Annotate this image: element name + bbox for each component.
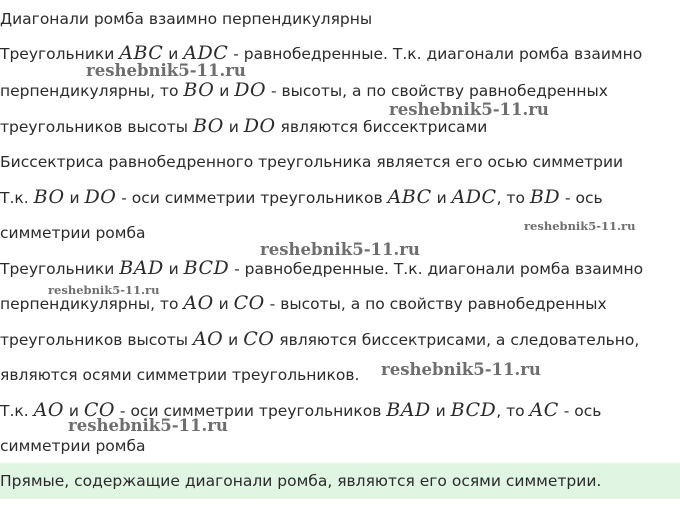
text-fragment: и bbox=[214, 82, 235, 100]
solution-line bbox=[0, 151, 623, 173]
math-expression: DO bbox=[243, 115, 276, 137]
text-fragment: - высоты, а по свойству равнобедренных bbox=[264, 295, 607, 313]
solution-line bbox=[0, 328, 639, 351]
math-expression: BAD bbox=[386, 399, 431, 421]
text-fragment: и bbox=[163, 260, 184, 278]
conclusion-box bbox=[0, 463, 680, 499]
math-expression: CO bbox=[243, 328, 275, 350]
text-fragment: и bbox=[63, 402, 84, 420]
watermark: reshebnik5-11.ru bbox=[389, 100, 549, 119]
text-fragment: и bbox=[223, 118, 244, 136]
text-fragment: Т.к. bbox=[0, 402, 34, 420]
math-expression: BO bbox=[192, 115, 224, 137]
text-fragment: Треугольники bbox=[0, 45, 120, 63]
solution-line bbox=[0, 42, 642, 65]
text-fragment: , то bbox=[496, 189, 530, 207]
text-fragment: Треугольники bbox=[0, 260, 120, 278]
text-fragment: и bbox=[213, 295, 234, 313]
text-fragment: - ось bbox=[560, 189, 603, 207]
text-fragment: симметрии ромба bbox=[0, 437, 146, 455]
text-fragment: - равнобедренные. Т.к. диагонали ромба взаимно bbox=[229, 260, 644, 278]
text-fragment: симметрии ромба bbox=[0, 224, 146, 242]
watermark: reshebnik5-11.ru bbox=[260, 240, 420, 259]
watermark: reshebnik5-11.ru bbox=[68, 416, 228, 435]
solution-line bbox=[0, 79, 608, 102]
text-fragment: - оси симметрии треугольников bbox=[115, 402, 387, 420]
text-fragment: - ось bbox=[558, 402, 602, 420]
solution-line bbox=[0, 257, 643, 280]
text-fragment: треугольников высоты bbox=[0, 331, 193, 349]
math-expression: AO bbox=[192, 328, 224, 350]
watermark: reshebnik5-11.ru bbox=[48, 283, 160, 297]
text-fragment: и bbox=[163, 45, 184, 63]
math-expression: AC bbox=[529, 399, 559, 421]
math-expression: BD bbox=[529, 186, 561, 208]
math-expression: BCD bbox=[450, 399, 497, 421]
math-expression: CO bbox=[83, 399, 115, 421]
conclusion-text: Прямые, содержащие диагонали ромба, являются его осями симметрии. bbox=[0, 472, 602, 490]
text-fragment: перпендикулярны, то bbox=[0, 295, 184, 313]
solution-line bbox=[0, 186, 603, 209]
text-fragment: Т.к. bbox=[0, 189, 34, 207]
math-expression: AO bbox=[183, 292, 214, 314]
watermark: reshebnik5-11.ru bbox=[381, 360, 541, 379]
math-expression: BAD bbox=[119, 257, 164, 279]
solution-line bbox=[0, 399, 601, 422]
solution-line bbox=[0, 115, 487, 138]
math-expression: BO bbox=[33, 186, 65, 208]
math-expression: BCD bbox=[183, 257, 230, 279]
text-fragment: треугольников высоты bbox=[0, 118, 193, 136]
text-fragment: , то bbox=[496, 402, 530, 420]
solution-line bbox=[0, 292, 607, 315]
solution-line bbox=[0, 435, 146, 457]
math-expression: DO bbox=[84, 186, 117, 208]
text-fragment: Биссектриса равнобедренного треугольника является его осью симметрии bbox=[0, 153, 624, 171]
text-fragment: являются биссектрисами, а следовательно, bbox=[274, 331, 640, 349]
text-fragment: перпендикулярны, то bbox=[0, 82, 184, 100]
math-expression: ADC bbox=[451, 186, 497, 208]
solution-line bbox=[0, 8, 372, 30]
text-fragment: и bbox=[64, 189, 85, 207]
math-expression: DO bbox=[234, 79, 267, 101]
text-fragment: и bbox=[223, 331, 244, 349]
math-expression: CO bbox=[233, 292, 265, 314]
math-expression: BO bbox=[183, 79, 215, 101]
text-fragment: и bbox=[430, 402, 451, 420]
math-expression: ADC bbox=[183, 42, 229, 64]
text-fragment: Диагонали ромба взаимно перпендикулярны bbox=[0, 10, 373, 28]
watermark: reshebnik5-11.ru bbox=[524, 219, 636, 233]
text-fragment: являются биссектрисами bbox=[275, 118, 488, 136]
text-fragment: - высоты, а по свойству равнобедренных bbox=[266, 82, 608, 100]
solution-line bbox=[0, 364, 359, 386]
text-fragment: - оси симметрии треугольников bbox=[116, 189, 388, 207]
text-fragment: являются осями симметрии треугольников. bbox=[0, 366, 360, 384]
text-fragment: - равнобедренные. Т.к. диагонали ромба взаимно bbox=[228, 45, 643, 63]
math-expression: AO bbox=[33, 399, 64, 421]
math-expression: ABC bbox=[119, 42, 164, 64]
solution-line bbox=[0, 222, 146, 244]
watermark: reshebnik5-11.ru bbox=[86, 61, 246, 80]
math-expression: ABC bbox=[387, 186, 432, 208]
text-fragment: и bbox=[431, 189, 452, 207]
